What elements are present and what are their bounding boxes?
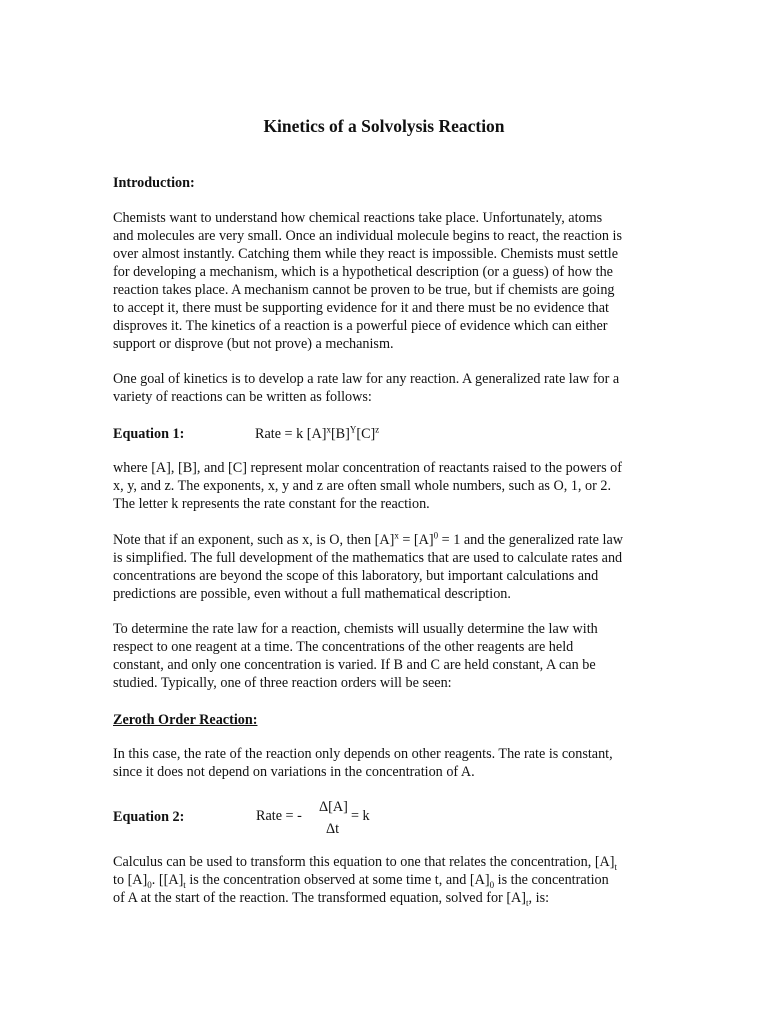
note-text: = [A] xyxy=(398,532,434,548)
equation-2-denominator: Δt xyxy=(326,821,340,837)
calculus-text: , is: xyxy=(528,890,550,906)
equation-1-b: [B] xyxy=(330,426,350,442)
document-title: Kinetics of a Solvolysis Reaction xyxy=(263,116,505,136)
paragraph-line: concentrations are beyond the scope of this laboratory, but important calculations and xyxy=(113,568,599,584)
note-text: = 1 and the generalized rate law xyxy=(438,532,623,548)
determine-paragraph xyxy=(113,620,653,692)
equation-2-rhs: = k xyxy=(351,808,370,824)
paragraph-line: In this case, the rate of the reaction only depends on other reagents. The rate is constant, xyxy=(113,746,613,762)
zeroth-order-paragraph xyxy=(113,745,653,781)
calculus-text: to [A] xyxy=(113,872,148,888)
equation-1 xyxy=(255,425,379,443)
paragraph-line xyxy=(113,871,653,889)
paragraph-line: studied. Typically, one of three reaction orders will be seen: xyxy=(113,675,452,691)
paragraph-line: is simplified. The full development of the mathematics that are used to calculate rates and xyxy=(113,550,623,566)
subscript-0: 0 xyxy=(489,879,495,890)
calculus-paragraph xyxy=(113,853,653,907)
paragraph-line xyxy=(113,889,653,907)
note-text: Note that if an exponent, such as x, is O, then [A] xyxy=(113,532,395,548)
equation-2-numerator: Δ[A] xyxy=(319,799,348,815)
paragraph-line: and molecules are very small. Once an individual molecule begins to react, the reaction is xyxy=(113,228,622,244)
paragraph-line: variety of reactions can be written as follows: xyxy=(113,389,372,405)
exponent-z: z xyxy=(375,424,380,435)
subscript-t: t xyxy=(183,879,186,890)
calculus-text: of A at the start of the reaction. The transformed equation, solved for [A] xyxy=(113,890,527,906)
equation-1-label: Equation 1: xyxy=(113,426,185,442)
paragraph-line: x, y, and z. The exponents, x, y and z are often small whole numbers, such as O, 1, or 2. xyxy=(113,478,612,494)
exponent-y: Y xyxy=(349,424,357,435)
paragraph-line: since it does not depend on variations in the concentration of A. xyxy=(113,764,475,780)
paragraph-line: To determine the rate law for a reaction, chemists will usually determine the law with xyxy=(113,621,598,637)
zeroth-order-heading: Zeroth Order Reaction: xyxy=(113,712,258,728)
equation-2-label: Equation 2: xyxy=(113,809,185,825)
subscript-t: t xyxy=(614,861,618,872)
paragraph-line xyxy=(113,531,653,549)
calculus-text: . [[A] xyxy=(151,872,184,888)
paragraph-line: respect to one reagent at a time. The concentrations of the other reagents are held xyxy=(113,639,574,655)
paragraph-line: where [A], [B], and [C] represent molar concentration of reactants raised to the powers of xyxy=(113,460,622,476)
note-paragraph xyxy=(113,531,653,603)
paragraph-line: to accept it, there must be supporting evidence for it and there must be no evidence that xyxy=(113,300,610,316)
paragraph-line: One goal of kinetics is to develop a rate law for any reaction. A generalized rate law for a xyxy=(113,371,620,387)
introduction-heading: Introduction: xyxy=(113,175,195,191)
paragraph-line: support or disprove (but not prove) a mechanism. xyxy=(113,336,394,352)
equation-1-c: [C] xyxy=(356,426,376,442)
paragraph-line: over almost instantly. Catching them while they react is impossible. Chemists must settle xyxy=(113,246,619,262)
paragraph-line: predictions are possible, even without a full mathematical description. xyxy=(113,586,511,602)
paragraph-line: The letter k represents the rate constant for the reaction. xyxy=(113,496,430,512)
introduction-paragraph xyxy=(113,209,653,353)
equation-2-rate: Rate = - xyxy=(256,808,302,824)
subscript-t: t xyxy=(526,897,529,908)
note-exponent: 0 xyxy=(433,530,439,541)
paragraph-line: Chemists want to understand how chemical reactions take place. Unfortunately, atoms xyxy=(113,210,603,226)
paragraph-line: for developing a mechanism, which is a hypothetical description (or a guess) of how the xyxy=(113,264,613,280)
where-paragraph xyxy=(113,459,653,513)
calculus-text: Calculus can be used to transform this equation to one that relates the concentration, [A] xyxy=(113,854,615,870)
paragraph-line: constant, and only one concentration is varied. If B and C are held constant, A can be xyxy=(113,657,596,673)
calculus-text: is the concentration xyxy=(494,872,609,888)
calculus-text: is the concentration observed at some time t, and [A] xyxy=(185,872,490,888)
subscript-0: 0 xyxy=(147,879,152,890)
exponent-x: x xyxy=(326,424,331,435)
note-exponent: x xyxy=(394,530,399,541)
equation-1-lhs: Rate = k [A] xyxy=(255,426,327,442)
paragraph-line: reaction takes place. A mechanism cannot be proven to be true, but if chemists are going xyxy=(113,282,615,298)
paragraph-line: disproves it. The kinetics of a reaction is a powerful piece of evidence which can either xyxy=(113,318,608,334)
rate-law-paragraph xyxy=(113,370,653,406)
paragraph-line xyxy=(113,853,653,871)
